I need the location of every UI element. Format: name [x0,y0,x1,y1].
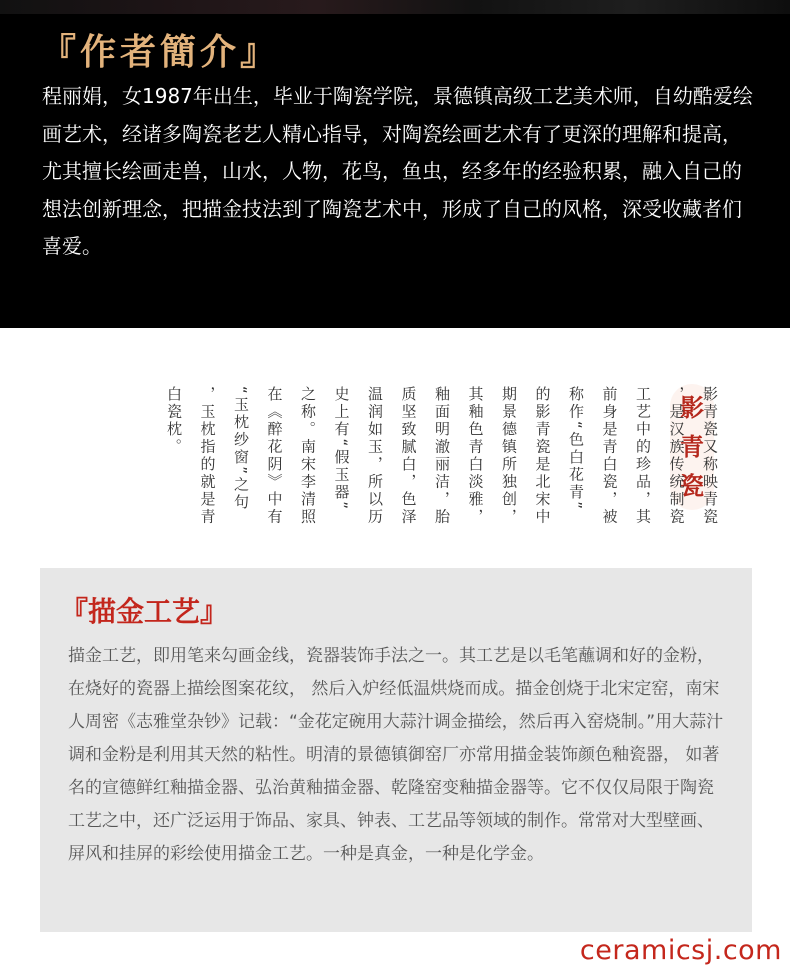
craft-section [40,568,752,932]
author-bio: 程丽娟，女1987年出生，毕业于陶瓷学院，景德镇高级工艺美术师，自幼酷爱绘画艺术，经诸多陶瓷老艺人精心指导，对陶瓷绘画艺术有了更深的理解和提高，尤其擅长绘画走兽，山水，人物，花鸟，鱼虫，经多年的经验积累，融入自己的想法创新理念，把描金技法到了陶瓷艺术中，形成了自己的风格，深受收藏者们喜爱。 [42,84,753,258]
vertical-column: 釉面明澈丽洁，胎 [433,386,451,526]
badge-char-2: 青 [680,431,704,461]
craft-body: 描金工艺，即用笔来勾画金线，瓷器装饰手法之一。其工艺是以毛笔蘸调和好的金粉，在烧好的瓷器上描绘图案花纹， 然后入炉经低温烘烧而成。描金创烧于北宋定窑，南宋人周密《志雅堂杂钞》记载：“金花定碗用大蒜汁调金描绘，然后再入窑烧制。”用大蒜汁调和金粉是利用其天然的粘性。明清的景德镇御窑厂亦常用描金装饰颜色釉瓷器， 如著名的宣德鲜红釉描金器、弘治黄釉描金器、乾隆窑变釉描金器等。它不仅仅局限于陶瓷工艺之中，还广泛运用于饰品、家具、钟表、工艺品等领域的制作。常常对大型壁画、屏风和挂屏的彩绘使用描金工艺。一种是真金，一种是化学金。 [68,646,724,864]
badge-char-1: 影 [680,392,704,422]
craft-title: 『描金工艺』 [60,595,229,628]
badge-char-3: 瓷 [680,471,704,501]
vertical-column: ，是汉族传统制瓷 [667,386,686,526]
yingqing-vertical-text [70,386,720,536]
vertical-column: 期景德镇所独创， [500,386,518,526]
author-title: 『作者簡介』 [40,31,281,73]
vertical-column: 在《醉花阴》中有 [265,386,284,526]
vertical-column: 质坚致腻白，色泽 [399,386,418,526]
vertical-column: 史上有“假玉器” [332,386,351,512]
vertical-column: 工艺中的珍品，其 [634,386,652,526]
vertical-column: 其釉色青白淡雅， [466,386,485,526]
vertical-column: 温润如玉，所以历 [366,386,384,526]
site-watermark: ceramicsj.com [579,935,782,966]
vertical-column: 白瓷枕。 [165,386,183,456]
author-section [0,0,790,328]
vertical-column: 前身是青白瓷，被 [600,386,619,526]
vertical-column: ，玉枕指的就是青 [198,386,217,526]
vertical-column: “玉枕纱窗”之句 [232,386,250,512]
vertical-column: 影青瓷又称映青瓷 [701,386,719,526]
vertical-column: 之称。南宋李清照 [299,386,317,526]
vertical-column: 称作“色白花青” [567,386,585,512]
vertical-column: 的影青瓷是北宋中 [533,386,552,526]
top-image-strip [0,0,790,14]
